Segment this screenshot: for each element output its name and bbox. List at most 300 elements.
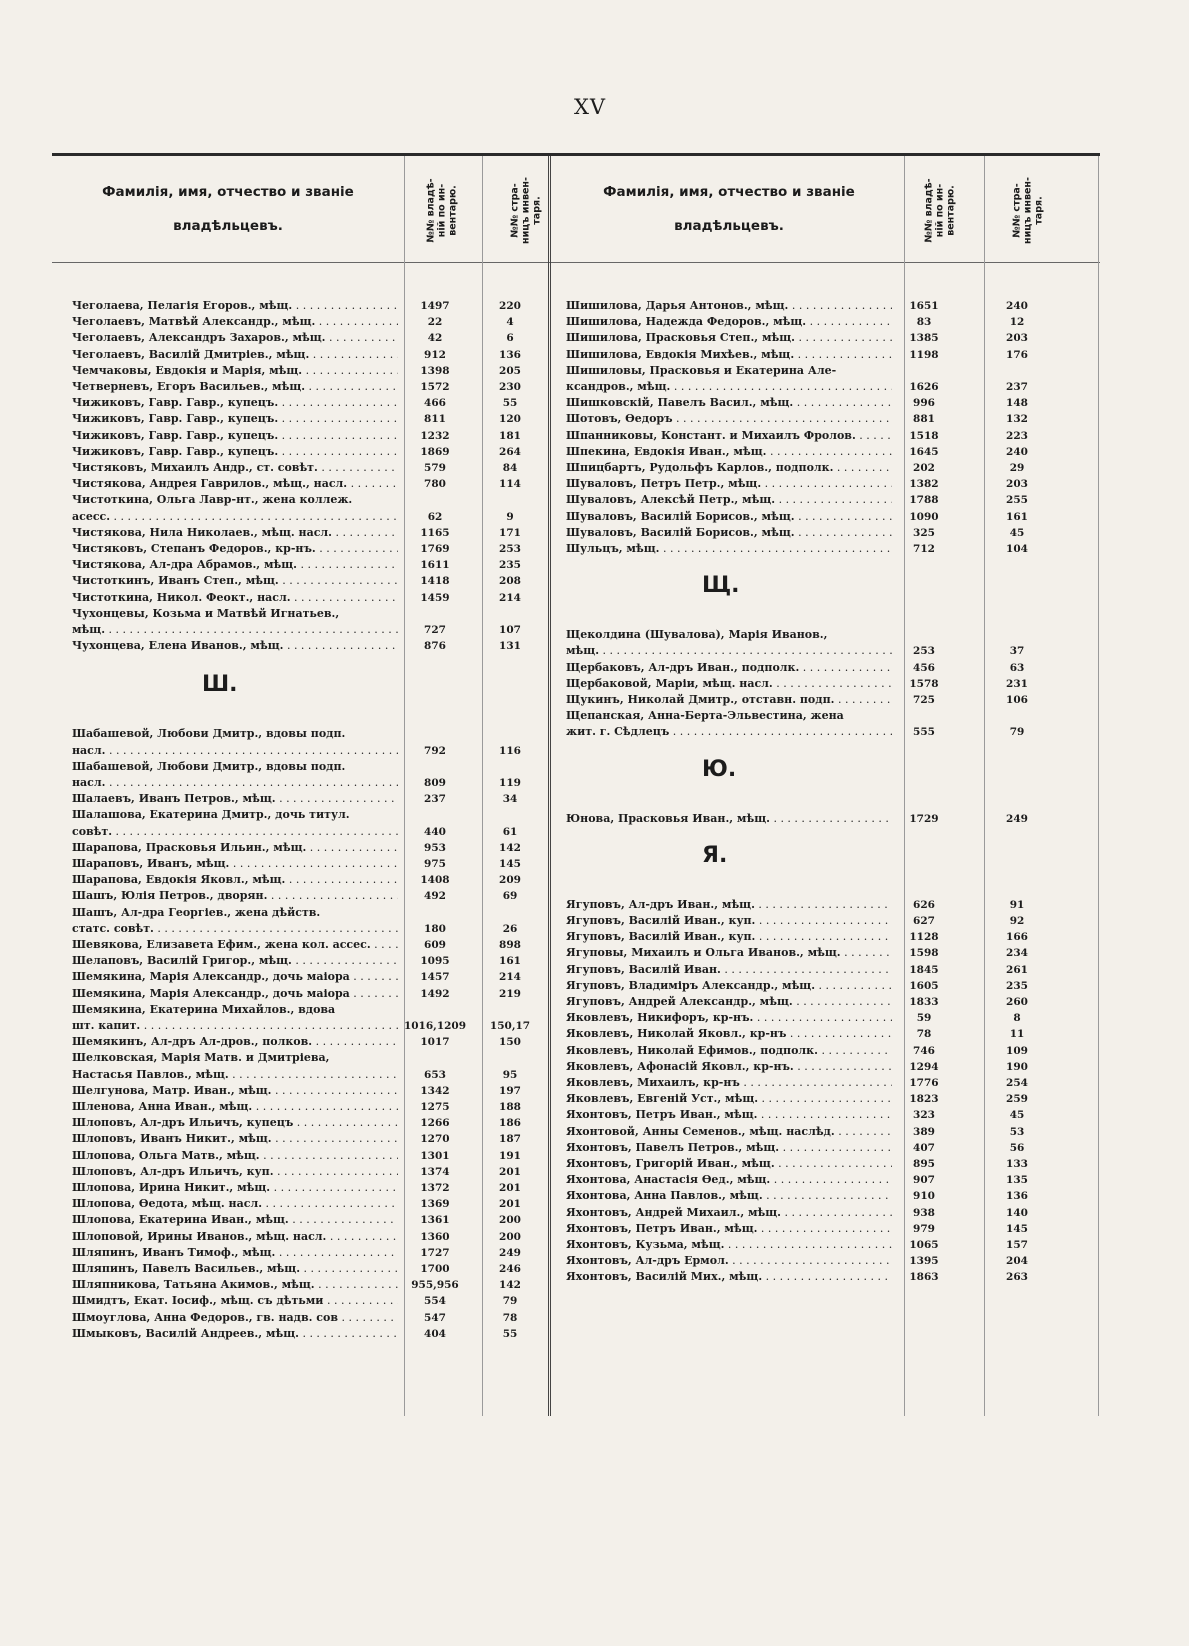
- entry-row: [566, 929, 1050, 945]
- page-number: XV: [573, 95, 607, 119]
- inventory-number: 910: [913, 1190, 935, 1203]
- entry-row: [72, 1212, 540, 1228]
- inventory-number: 1727: [420, 1246, 450, 1259]
- owner-name: Шлопова, Өедота, мѣщ. насл. . . .: [72, 1196, 398, 1212]
- inventory-page: 214: [499, 591, 521, 604]
- inventory-page: 204: [1006, 1255, 1028, 1268]
- inventory-number: 1369: [420, 1198, 450, 1211]
- owner-name: Ягуповы, Михаилъ и Ольга Иванов., мѣщ. . . .: [566, 945, 892, 961]
- entry-row: [72, 953, 540, 969]
- entry-row: [72, 1034, 540, 1050]
- owner-name: Шлопова, Екатерина Иван., мѣщ. . . .: [72, 1212, 398, 1228]
- inventory-page: 214: [499, 971, 521, 984]
- owner-name: Чистякова, Ал-дра Абрамов., мѣщ. . . .: [72, 557, 398, 573]
- owner-name: Шишилова, Дарья Антонов., мѣщ. . . .: [566, 298, 892, 314]
- inventory-number: 780: [424, 478, 446, 491]
- owner-name: Щепанская, Анна-Берта-Эльвестина, жена: [566, 709, 844, 723]
- inventory-number: 440: [424, 825, 446, 838]
- owner-name: Четверневъ, Егоръ Васильев., мѣщ. . . .: [72, 379, 398, 395]
- entry-row: [566, 314, 1050, 330]
- inventory-number: 912: [424, 348, 446, 361]
- inventory-page: 120: [499, 413, 521, 426]
- inventory-number: 1823: [909, 1093, 939, 1106]
- owner-name: Ягуповъ, Василій Иван., куп. . . .: [566, 913, 892, 929]
- inventory-number: 59: [916, 1012, 932, 1025]
- owner-name: Яковлевъ, Никифоръ, кр-нъ. . . .: [566, 1010, 892, 1026]
- entry-row: [566, 1140, 1050, 1156]
- entry-row: [566, 994, 1050, 1010]
- inventory-number: 1128: [909, 931, 939, 944]
- entry-row: [566, 541, 1050, 557]
- inventory-number: 202: [913, 462, 935, 474]
- inventory-page: 29: [1009, 462, 1025, 474]
- owner-name: Шелковская, Марія Матв. и Дмитріева,: [72, 1051, 330, 1065]
- owner-name: Щукинъ, Николай Дмитр., отставн. подп. . . .: [566, 692, 892, 708]
- entry-row: [72, 921, 540, 937]
- owner-name: Шевякова, Елизавета Ефим., жена кол. ассес. . . .: [72, 937, 398, 953]
- owner-name: Ягуповъ, Владиміръ Александр., мѣщ. . . .: [566, 978, 892, 994]
- inventory-number: 1700: [420, 1263, 450, 1275]
- inventory-page: 186: [499, 1117, 521, 1130]
- inventory-page: 254: [1006, 1077, 1028, 1089]
- entry-row: [72, 775, 540, 791]
- entry-row: [72, 509, 540, 525]
- inventory-page: 246: [499, 1263, 521, 1275]
- owner-name: Чеголаевъ, Матвѣй Александр., мѣщ. . . .: [72, 314, 398, 330]
- owner-name: жит. г. Сѣдлецъ . . .: [566, 724, 892, 740]
- inventory-number: 746: [913, 1044, 935, 1057]
- inventory-page: 119: [499, 777, 521, 789]
- owner-name: Яхонтовъ, Кузьма, мѣщ. . . .: [566, 1237, 892, 1253]
- inventory-page: 148: [1006, 397, 1028, 410]
- entry-row: [72, 888, 540, 904]
- entry-row: [72, 363, 540, 379]
- entry-row: [566, 1253, 1050, 1269]
- owner-name: Чистоткинъ, Иванъ Степ., мѣщ. . . .: [72, 573, 398, 589]
- entry-row: [566, 1026, 1050, 1042]
- owner-name: Шишилова, Евдокія Михѣев., мѣщ. . . .: [566, 347, 892, 363]
- inventory-page: 176: [1006, 348, 1028, 361]
- owner-name: насл. . . .: [72, 775, 398, 791]
- inventory-page: 166: [1006, 931, 1028, 944]
- owner-name: Яхонтова, Анастасія Өед., мѣщ. . . .: [566, 1172, 892, 1188]
- entry-row: [566, 347, 1050, 363]
- inventory-number: 1382: [909, 478, 939, 491]
- owner-name: Чистяковъ, Михаилъ Андр., ст. совѣт. . . .: [72, 460, 398, 476]
- entry-row: [72, 428, 540, 444]
- inventory-page: 235: [1006, 979, 1028, 992]
- owner-name: Шленова, Анна Иван., мѣщ. . . .: [72, 1099, 398, 1115]
- entry-row: [566, 1010, 1050, 1026]
- inventory-page: 190: [1006, 1060, 1028, 1073]
- inventory-page: 235: [499, 559, 521, 572]
- entry-row: [72, 905, 540, 921]
- entry-row: [566, 1237, 1050, 1253]
- owner-name: Шляпинъ, Иванъ Тимоф., мѣщ. . . .: [72, 1245, 398, 1261]
- inventory-page: 133: [1006, 1158, 1028, 1170]
- entry-row: [72, 986, 540, 1002]
- inventory-number: 895: [913, 1158, 935, 1170]
- owner-name: Шуваловъ, Василій Борисов., мѣщ. . . .: [566, 525, 892, 541]
- inventory-number: 1492: [420, 987, 450, 1000]
- inventory-page: 114: [499, 478, 521, 491]
- inventory-page: 240: [1006, 445, 1028, 458]
- inventory-number: 626: [913, 898, 935, 911]
- inventory-number: 609: [424, 939, 446, 951]
- inventory-number: 42: [427, 332, 443, 345]
- inventory-page: 150: [499, 1036, 521, 1049]
- entry-row: [566, 330, 1050, 346]
- inventory-number: 1869: [420, 445, 450, 458]
- owner-name: Чеголаевъ, Александръ Захаров., мѣщ. . . .: [72, 330, 398, 346]
- entry-row: [566, 1188, 1050, 1204]
- owner-name: Шлоповъ, Иванъ Никит., мѣщ. . . .: [72, 1131, 398, 1147]
- entry-row: [566, 428, 1050, 444]
- owner-name: ксандров., мѣщ. . . .: [566, 379, 892, 395]
- entry-row: [72, 573, 540, 589]
- num-column-header-left: №№ владѣ-ній по ин-вентарю.: [425, 177, 459, 243]
- inventory-number: 955,956: [411, 1279, 459, 1292]
- owner-name: Шелаповъ, Василій Григор., мѣщ. . . .: [72, 953, 398, 969]
- inventory-page: 197: [499, 1084, 521, 1097]
- inventory-number: 627: [913, 915, 935, 927]
- inventory-page: 150,17: [489, 1020, 531, 1032]
- owner-name: Шляпникова, Татьяна Акимов., мѣщ. . . .: [72, 1277, 398, 1293]
- inventory-page: 106: [1006, 694, 1028, 706]
- inventory-number: 1275: [420, 1101, 450, 1113]
- entry-row: [566, 1059, 1050, 1075]
- owner-name: Чистяковъ, Степанъ Федоров., кр-нъ. . . .: [72, 541, 398, 557]
- inventory-number: 1418: [420, 575, 450, 588]
- inventory-number: 953: [424, 841, 446, 854]
- entry-row: [566, 962, 1050, 978]
- inventory-number: 1266: [420, 1117, 450, 1130]
- owner-name: Шарапова, Евдокія Яковл., мѣщ. . . .: [72, 872, 398, 888]
- inventory-page: 263: [1006, 1271, 1028, 1284]
- owner-name: мѣщ. . . .: [72, 622, 398, 638]
- owner-name: Яхонтова, Анна Павлов., мѣщ. . . .: [566, 1188, 892, 1204]
- inventory-page: 171: [499, 526, 521, 539]
- inventory-page: 264: [499, 445, 521, 458]
- entry-row: [72, 759, 540, 775]
- inventory-number: 809: [424, 777, 446, 789]
- inventory-number: 1497: [420, 300, 450, 312]
- owner-name: Чистякова, Андрея Гаврилов., мѣщ., насл. . . .: [72, 476, 398, 492]
- page-column-header-right: №№ стра-ницъ инвен-таря.: [1011, 176, 1045, 244]
- inventory-number: 1518: [909, 429, 939, 442]
- owner-name: Шишилова, Надежда Федоров., мѣщ. . . .: [566, 314, 892, 330]
- inventory-number: 1651: [909, 300, 939, 312]
- owner-name: Яхонтовъ, Андрей Михаил., мѣщ. . . .: [566, 1205, 892, 1221]
- entry-row: [72, 1245, 540, 1261]
- entry-row: [72, 1310, 540, 1326]
- inventory-page: 142: [499, 841, 521, 854]
- name-header-line2-right: владѣльцевъ.: [674, 218, 784, 234]
- owner-name: Шуваловъ, Петръ Петр., мѣщ. . . .: [566, 476, 892, 492]
- inventory-number: 1776: [909, 1077, 939, 1089]
- entry-row: [72, 1180, 540, 1196]
- inventory-page: 12: [1009, 316, 1025, 329]
- inventory-number: 1578: [909, 677, 939, 690]
- inventory-number: 83: [916, 316, 932, 329]
- owner-name: Яковлевъ, Николай Ефимов., подполк. . . .: [566, 1043, 892, 1059]
- entry-row: [566, 411, 1050, 427]
- owner-name: Шемякина, Марія Александр., дочь маіора . . .: [72, 986, 398, 1002]
- entry-row: [566, 1075, 1050, 1091]
- inventory-page: 203: [1006, 332, 1028, 345]
- inventory-number: 1459: [420, 591, 450, 604]
- owner-name: статс. совѣт. . . .: [72, 921, 398, 937]
- entry-row: [72, 824, 540, 840]
- inventory-page: 240: [1006, 300, 1028, 312]
- owner-name: Щербаковой, Маріи, мѣщ. насл. . . .: [566, 676, 892, 692]
- entry-row: [72, 622, 540, 638]
- owner-name: Шишиловы, Прасковья и Екатерина Але-: [566, 363, 837, 377]
- inventory-number: 1611: [420, 559, 450, 572]
- entry-row: [72, 1067, 540, 1083]
- inventory-page: 200: [499, 1214, 521, 1227]
- owner-name: Ягуповъ, Василій Иван., куп. . . .: [566, 929, 892, 945]
- owner-name: Шашъ, Юлія Петров., дворян. . . .: [72, 888, 398, 904]
- inventory-number: 1385: [909, 332, 939, 345]
- inventory-page: 181: [499, 429, 521, 442]
- inventory-page: 234: [1006, 947, 1028, 960]
- column-rule: [1098, 156, 1099, 1416]
- entry-row: [72, 606, 540, 622]
- owner-name: Яковлевъ, Евгеній Уст., мѣщ. . . .: [566, 1091, 892, 1107]
- inventory-number: 1833: [909, 996, 939, 1008]
- entry-row: [72, 726, 540, 742]
- entry-row: [566, 395, 1050, 411]
- inventory-page: 157: [1006, 1239, 1028, 1251]
- entry-row: [72, 1018, 540, 1034]
- owner-name: Чеголаева, Пелагія Егоров., мѣщ. . . .: [72, 298, 398, 314]
- section-letter: Я.: [702, 842, 728, 868]
- entry-row: [72, 411, 540, 427]
- entry-row: [566, 298, 1050, 314]
- center-double-rule: [548, 156, 551, 1416]
- entry-row: [72, 638, 540, 654]
- owner-name: Шмыковъ, Василій Андреев., мѣщ. . . .: [72, 1326, 398, 1342]
- inventory-page: 79: [502, 1295, 518, 1308]
- inventory-page: 898: [499, 939, 521, 951]
- entry-row: [566, 978, 1050, 994]
- owner-name: Шпицбартъ, Рудольфъ Карлов., подполк. . . .: [566, 460, 892, 476]
- entry-row: [566, 444, 1050, 460]
- owner-name: Шлоповъ, Ал-дръ Ильичъ, купецъ . . .: [72, 1115, 398, 1131]
- owner-name: Щеколдина (Шувалова), Марія Иванов.,: [566, 628, 828, 642]
- entry-row: [566, 1205, 1050, 1221]
- owner-name: Чижиковъ, Гавр. Гавр., купецъ. . . .: [72, 395, 398, 411]
- entry-row: [72, 395, 540, 411]
- inventory-number: 1017: [420, 1036, 450, 1049]
- owner-name: Яковлевъ, Михаилъ, кр-нъ . . .: [566, 1075, 892, 1091]
- entry-row: [72, 1277, 540, 1293]
- inventory-number: 1372: [420, 1182, 450, 1194]
- inventory-number: 1863: [909, 1271, 939, 1284]
- owner-name: Яхонтовъ, Петръ Иван., мѣщ. . . .: [566, 1221, 892, 1237]
- inventory-page: 45: [1009, 1109, 1025, 1122]
- inventory-page: 132: [1006, 413, 1028, 426]
- inventory-number: 237: [424, 793, 446, 806]
- owner-name: Шлоповъ, Ал-дръ Ильичъ, куп. . . .: [72, 1164, 398, 1180]
- inventory-number: 1457: [420, 971, 450, 984]
- owner-name: Шемякина, Екатерина Михайлов., вдова: [72, 1002, 336, 1016]
- inventory-number: 1398: [420, 364, 450, 377]
- owner-name: Шабашевой, Любови Дмитр., вдовы подп.: [72, 727, 346, 741]
- inventory-page: 191: [499, 1149, 521, 1162]
- inventory-number: 1729: [909, 812, 939, 825]
- entry-row: [72, 969, 540, 985]
- inventory-page: 91: [1009, 898, 1025, 911]
- inventory-page: 131: [499, 640, 521, 653]
- inventory-page: 6: [506, 332, 514, 345]
- owner-name: Яхонтовъ, Павелъ Петров., мѣщ. . . .: [566, 1140, 892, 1156]
- inventory-number: 1361: [420, 1214, 450, 1227]
- entry-row: [566, 692, 1050, 708]
- owner-name: Шуваловъ, Алексѣй Петр., мѣщ. . . .: [566, 492, 892, 508]
- inventory-number: 725: [913, 694, 935, 706]
- owner-name: Яковлевъ, Николай Яковл., кр-нъ . . .: [566, 1026, 892, 1042]
- owner-name: Шляпинъ, Павелъ Васильев., мѣщ. . . .: [72, 1261, 398, 1277]
- inventory-page: 140: [1006, 1206, 1028, 1219]
- inventory-number: 792: [424, 744, 446, 757]
- inventory-page: 107: [499, 624, 521, 636]
- inventory-number: 881: [913, 413, 935, 426]
- inventory-page: 135: [1006, 1174, 1028, 1187]
- entry-row: [72, 1261, 540, 1277]
- entry-row: [72, 791, 540, 807]
- inventory-number: 1232: [420, 429, 450, 442]
- inventory-page: 109: [1006, 1044, 1028, 1057]
- inventory-number: 876: [424, 640, 446, 653]
- entry-row: [72, 347, 540, 363]
- inventory-number: 653: [424, 1068, 446, 1081]
- owner-name: асесс. . . .: [72, 509, 398, 525]
- entry-row: [566, 1107, 1050, 1123]
- num-column-header-right: №№ владѣ-ній по ин-вентарю.: [923, 177, 957, 243]
- entry-row: [72, 1326, 540, 1342]
- inventory-page: 161: [1006, 510, 1028, 523]
- inventory-number: 404: [424, 1327, 446, 1340]
- inventory-page: 205: [499, 364, 521, 377]
- inventory-number: 1016,1209: [403, 1020, 467, 1032]
- header-divider: [52, 262, 1100, 263]
- entry-row: [72, 444, 540, 460]
- owner-name: Яхонтовъ, Василій Мих., мѣщ. . . .: [566, 1269, 892, 1285]
- inventory-page: 69: [502, 890, 518, 903]
- inventory-page: 219: [499, 987, 521, 1000]
- entry-row: [566, 913, 1050, 929]
- inventory-page: 92: [1009, 915, 1025, 927]
- owner-name: Шлоповой, Ирины Иванов., мѣщ. насл. . . .: [72, 1229, 398, 1245]
- inventory-number: 1845: [909, 963, 939, 976]
- inventory-page: 220: [499, 300, 521, 312]
- owner-name: Чижиковъ, Гавр. Гавр., купецъ. . . .: [72, 444, 398, 460]
- entry-row: [72, 1131, 540, 1147]
- entry-row: [72, 856, 540, 872]
- owner-name: Шелгунова, Матр. Иван., мѣщ. . . .: [72, 1083, 398, 1099]
- inventory-page: 260: [1006, 996, 1028, 1008]
- owner-name: совѣт. . . .: [72, 824, 398, 840]
- entry-row: [72, 590, 540, 606]
- inventory-page: 231: [1006, 677, 1028, 690]
- inventory-number: 1090: [909, 510, 939, 523]
- inventory-page: 201: [499, 1182, 521, 1194]
- entry-row: [566, 1124, 1050, 1140]
- entry-row: [72, 743, 540, 759]
- entry-row: [72, 557, 540, 573]
- owner-name: Щербаковъ, Ал-дръ Иван., подполк. . . .: [566, 660, 892, 676]
- inventory-page: 78: [502, 1311, 518, 1324]
- entry-row: [566, 660, 1050, 676]
- inventory-page: 8: [1013, 1012, 1021, 1025]
- owner-name: Шлопова, Ольга Матв., мѣщ. . . .: [72, 1148, 398, 1164]
- owner-name: Шишковскій, Павелъ Васил., мѣщ. . . .: [566, 395, 892, 411]
- owner-name: Шалашова, Екатерина Дмитр., дочь титул.: [72, 808, 350, 822]
- inventory-number: 1572: [420, 381, 450, 393]
- entry-row: [72, 1293, 540, 1309]
- owner-name: Настасья Павлов., мѣщ. . . .: [72, 1067, 398, 1083]
- owner-name: Чухонцева, Елена Иванов., мѣщ. . . .: [72, 638, 398, 654]
- entry-row: [566, 525, 1050, 541]
- inventory-page: 201: [499, 1165, 521, 1178]
- entry-row: [566, 1221, 1050, 1237]
- owner-name: Яхонтовой, Анны Семенов., мѣщ. наслѣд. . . .: [566, 1124, 892, 1140]
- inventory-page: 261: [1006, 963, 1028, 976]
- entry-row: [566, 1172, 1050, 1188]
- owner-name: Яхонтовъ, Петръ Иван., мѣщ. . . .: [566, 1107, 892, 1123]
- owner-name: Чемчаковы, Евдокія и Марія, мѣщ. . . .: [72, 363, 398, 379]
- entry-row: [566, 627, 1050, 643]
- owner-name: Яковлевъ, Афонасій Яковл., кр-нъ. . . .: [566, 1059, 892, 1075]
- inventory-page: 249: [499, 1246, 521, 1259]
- inventory-page: 79: [1009, 726, 1025, 739]
- owner-name: Ягуповъ, Ал-дръ Иван., мѣщ. . . .: [566, 897, 892, 913]
- entry-row: [72, 840, 540, 856]
- inventory-number: 389: [913, 1125, 935, 1138]
- name-header-line1: Фамилія, имя, отчество и званіе: [102, 184, 354, 200]
- inventory-number: 1360: [420, 1230, 450, 1243]
- inventory-page: 255: [1006, 494, 1028, 507]
- entry-row: [72, 1050, 540, 1066]
- inventory-page: 55: [502, 397, 518, 410]
- section-letter: Ш.: [202, 672, 238, 698]
- inventory-page: 26: [502, 922, 518, 935]
- inventory-number: 975: [424, 858, 446, 870]
- owners-index-table: [52, 153, 1100, 1416]
- owner-name: Чухонцевы, Козьма и Матвѣй Игнатьев.,: [72, 606, 340, 620]
- inventory-page: 187: [499, 1133, 521, 1146]
- name-header-line2: владѣльцевъ.: [173, 218, 283, 234]
- entry-row: [72, 298, 540, 314]
- entry-row: [566, 945, 1050, 961]
- inventory-page: 95: [502, 1068, 518, 1081]
- owner-name: Шуваловъ, Василій Борисов., мѣщ. . . .: [566, 509, 892, 525]
- inventory-number: 180: [424, 922, 446, 935]
- section-letter: Ю.: [702, 756, 737, 782]
- inventory-page: 253: [499, 543, 521, 555]
- inventory-page: 55: [502, 1327, 518, 1340]
- owner-name: Шмоуглова, Анна Федоров., гв. надв. сов . . .: [72, 1310, 398, 1326]
- entry-row: [566, 1156, 1050, 1172]
- owner-name: Шабашевой, Любови Дмитр., вдовы подп.: [72, 759, 346, 773]
- inventory-page: 201: [499, 1198, 521, 1211]
- entry-row: [72, 379, 540, 395]
- owner-name: Ягуповъ, Андрей Александр., мѣщ. . . .: [566, 994, 892, 1010]
- inventory-page: 237: [1006, 381, 1028, 393]
- owner-name: Чистоткина, Ольга Лавр-нт., жена коллеж.: [72, 493, 353, 507]
